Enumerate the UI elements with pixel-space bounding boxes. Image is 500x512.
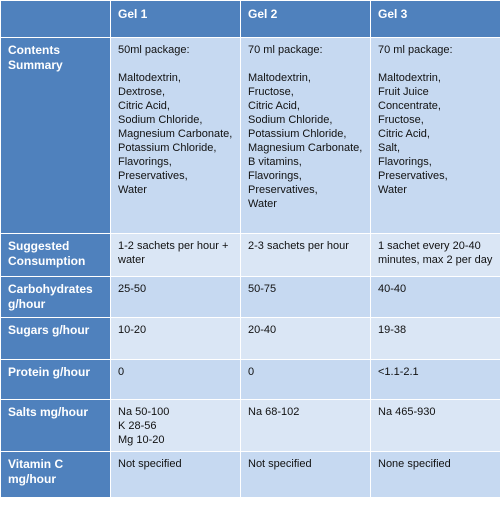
- column-header-gel-1: Gel 1: [111, 1, 241, 38]
- list-line: Magnesium Carbonate,: [248, 142, 363, 154]
- cell-protein-gel-1: 0: [111, 360, 241, 400]
- cell-contents-gel-3: [371, 38, 500, 234]
- cell-vitc-gel-1: Not specified: [111, 452, 241, 498]
- row-label-carbohydrates: Carbohydrates g/hour: [1, 277, 111, 318]
- cell-salts-gel-1: [111, 400, 241, 452]
- cell-vitc-gel-2: Not specified: [241, 452, 371, 498]
- list-line: Water: [118, 184, 147, 196]
- row-vitamin-c: [1, 452, 500, 498]
- row-sugars: [1, 318, 500, 360]
- row-label-protein: Protein g/hour: [1, 360, 111, 400]
- list-line: Preservatives,: [118, 170, 188, 182]
- list-line: Citric Acid,: [248, 100, 300, 112]
- list-line: Citric Acid,: [378, 128, 430, 140]
- list-line: Maltodextrin,: [248, 72, 311, 84]
- cell-contents-gel-2: [241, 38, 371, 234]
- cell-sugars-gel-1: 10-20: [111, 318, 241, 360]
- list-line: Na 50-100: [118, 406, 170, 418]
- list-line: Sodium Chloride,: [248, 114, 333, 126]
- list-line: Preservatives,: [378, 170, 448, 182]
- list-line: Flavorings,: [248, 170, 302, 182]
- list-line: Potassium Chloride,: [248, 128, 347, 140]
- package-size: 70 ml package:: [248, 44, 323, 56]
- list-line: Citric Acid,: [118, 100, 170, 112]
- list-line: Flavorings,: [118, 156, 172, 168]
- list-line: Magnesium Carbonate,: [118, 128, 233, 140]
- row-label-suggested-consumption: Suggested Consumption: [1, 234, 111, 277]
- header-row: [1, 1, 500, 38]
- package-size: 70 ml package:: [378, 44, 453, 56]
- column-header-gel-3: Gel 3: [371, 1, 500, 38]
- cell-consumption-gel-3: 1 sachet every 20-40 minutes, max 2 per day: [371, 234, 500, 277]
- row-label-contents-summary: Contents Summary: [1, 38, 111, 234]
- cell-sugars-gel-2: 20-40: [241, 318, 371, 360]
- cell-salts-gel-3: [371, 400, 500, 452]
- row-protein: [1, 360, 500, 400]
- list-line: Salt,: [378, 142, 401, 154]
- cell-protein-gel-2: 0: [241, 360, 371, 400]
- cell-carbs-gel-1: 25-50: [111, 277, 241, 318]
- list-line: Maltodextrin,: [118, 72, 181, 84]
- row-label-salts: Salts mg/hour: [1, 400, 111, 452]
- list-line: B vitamins,: [248, 156, 302, 168]
- cell-salts-gel-2: [241, 400, 371, 452]
- cell-contents-gel-1: [111, 38, 241, 234]
- ingredient-list: [118, 71, 234, 197]
- cell-consumption-gel-2: 2-3 sachets per hour: [241, 234, 371, 277]
- list-line: Preservatives,: [248, 184, 318, 196]
- column-header-gel-2: Gel 2: [241, 1, 371, 38]
- list-line: Flavorings,: [378, 156, 432, 168]
- list-line: Fruit Juice Concentrate,: [378, 86, 441, 112]
- corner-cell: [1, 1, 111, 38]
- list-line: Fructose,: [248, 86, 294, 98]
- row-salts: [1, 400, 500, 452]
- cell-carbs-gel-3: 40-40: [371, 277, 500, 318]
- row-label-sugars: Sugars g/hour: [1, 318, 111, 360]
- list-line: Water: [248, 198, 277, 210]
- row-suggested-consumption: [1, 234, 500, 277]
- row-carbohydrates: [1, 277, 500, 318]
- list-line: Maltodextrin,: [378, 72, 441, 84]
- ingredient-list: [248, 71, 364, 211]
- list-line: Fructose,: [378, 114, 424, 126]
- cell-sugars-gel-3: 19-38: [371, 318, 500, 360]
- list-line: Na 465-930: [378, 406, 436, 418]
- cell-consumption-gel-1: 1-2 sachets per hour + water: [111, 234, 241, 277]
- row-contents-summary: [1, 38, 500, 234]
- list-line: Water: [378, 184, 407, 196]
- ingredient-list: [378, 71, 494, 197]
- list-line: Sodium Chloride,: [118, 114, 203, 126]
- list-line: Mg 10-20: [118, 434, 165, 446]
- list-line: K 28-56: [118, 420, 157, 432]
- list-line: Potassium Chloride,: [118, 142, 217, 154]
- cell-protein-gel-3: <1.1-2.1: [371, 360, 500, 400]
- row-label-vitamin-c: Vitamin C mg/hour: [1, 452, 111, 498]
- list-line: Na 68-102: [248, 406, 300, 418]
- list-line: Dextrose,: [118, 86, 166, 98]
- package-size: 50ml package:: [118, 44, 190, 56]
- cell-carbs-gel-2: 50-75: [241, 277, 371, 318]
- cell-vitc-gel-3: None specified: [371, 452, 500, 498]
